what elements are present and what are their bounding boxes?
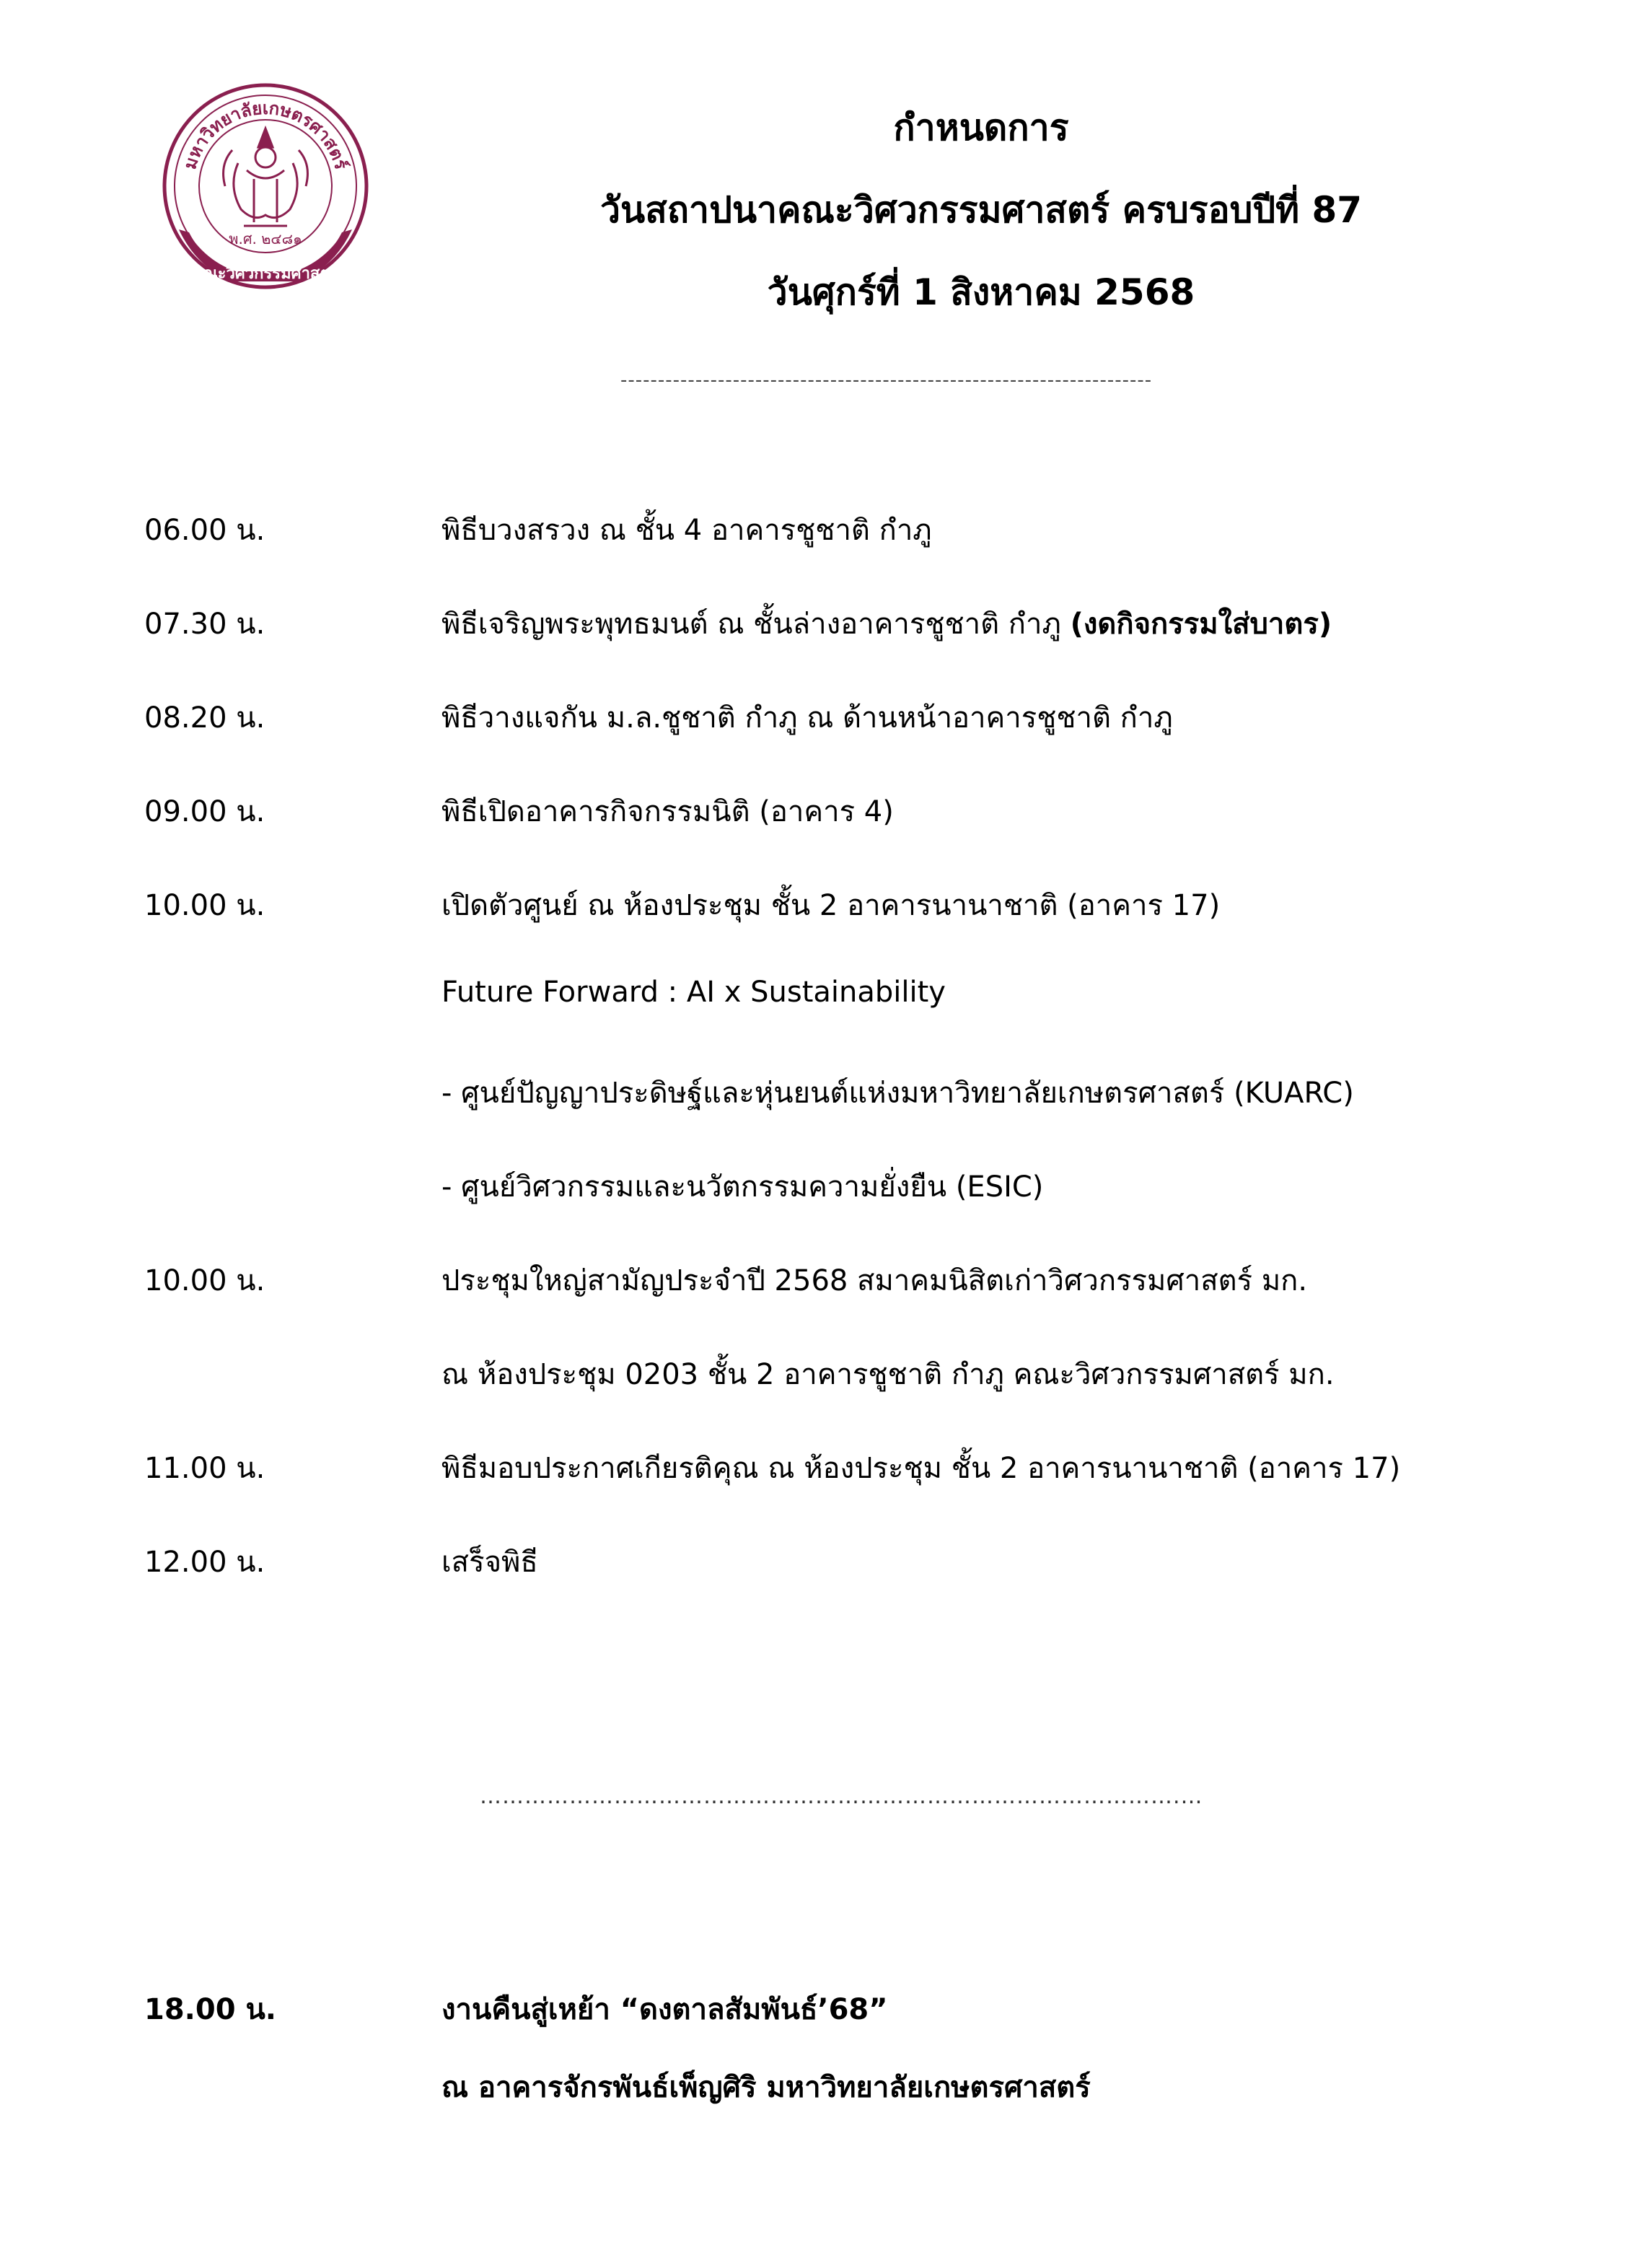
schedule-desc: พิธีเจริญพระพุทธมนต์ ณ ชั้นล่างอาคารชูชาติ กำภู xyxy=(441,608,1061,641)
launch-item: - ศูนย์ปัญญาประดิษฐ์และหุ่นยนต์แห่งมหาวิทยาลัยเกษตรศาสตร์ (KUARC) xyxy=(441,1077,1354,1110)
header-date: วันศุกร์ที่ 1 สิงหาคม 2568 xyxy=(767,271,1195,313)
schedule-time: 10.00 น. xyxy=(144,1264,265,1297)
schedule-time: 10.00 น. xyxy=(144,889,265,922)
dotted-divider: ………………………………………………………………………………….… xyxy=(480,1784,1203,1809)
launch-item: - ศูนย์วิศวกรรมและนวัตกรรมความยั่งยืน (ESIC) xyxy=(441,1170,1044,1204)
evening-time: 18.00 น. xyxy=(144,1993,276,2026)
schedule-desc: พิธีมอบประกาศเกียรติคุณ ณ ห้องประชุม ชั้น 2 อาคารนานาชาติ (อาคาร 17) xyxy=(441,1452,1401,1485)
schedule-time: 11.00 น. xyxy=(144,1452,265,1485)
seal-bottom-text: คณะวิศวกรรมศาสตร์ xyxy=(192,265,339,283)
schedule-desc: พิธีเปิดอาคารกิจกรรมนิติ (อาคาร 4) xyxy=(441,795,894,828)
evening-desc: งานคืนสู่เหย้า “ดงตาลสัมพันธ์’68” xyxy=(441,1993,888,2026)
header-event: วันสถาปนาคณะวิศวกรรมศาสตร์ ครบรอบปีที่ 87 xyxy=(599,189,1363,231)
schedule-time: 09.00 น. xyxy=(144,795,265,828)
faculty-seal-logo xyxy=(153,78,378,294)
seal-top-text: มหาวิทยาลัยเกษตรศาสตร์ xyxy=(180,97,351,172)
schedule-desc: ประชุมใหญ่สามัญประจำปี 2568 สมาคมนิสิตเก่าวิศวกรรมศาสตร์ มก. xyxy=(441,1264,1308,1297)
header-separator: ----------------------------------------------------------------------- xyxy=(620,369,1153,391)
seal-year-text: พ.ศ. ๒๔๘๑ xyxy=(229,230,302,248)
schedule-time: 07.30 น. xyxy=(144,608,265,641)
schedule-time: 06.00 น. xyxy=(144,514,265,547)
schedule-desc: พิธีบวงสรวง ณ ชั้น 4 อาคารชูชาติ กำภู xyxy=(441,514,932,547)
deity-emblem-icon xyxy=(224,128,308,226)
schedule-time: 08.20 น. xyxy=(144,701,265,735)
evening-location: ณ อาคารจักรพันธ์เพ็ญศิริ มหาวิทยาลัยเกษตรศาสตร์ xyxy=(441,2071,1091,2104)
meeting-location: ณ ห้องประชุม 0203 ชั้น 2 อาคารชูชาติ กำภู คณะวิศวกรรมศาสตร์ มก. xyxy=(441,1358,1335,1391)
launch-subtitle: Future Forward : AI x Sustainability xyxy=(441,976,946,1009)
schedule-note: (งดกิจกรรมใส่บาตร) xyxy=(1070,608,1332,641)
schedule-desc: พิธีวางแจกัน ม.ล.ชูชาติ กำภู ณ ด้านหน้าอาคารชูชาติ กำภู xyxy=(441,701,1173,735)
document-header xyxy=(404,87,1558,333)
schedule-desc: เปิดตัวศูนย์ ณ ห้องประชุม ชั้น 2 อาคารนานาชาติ (อาคาร 17) xyxy=(441,889,1221,922)
header-title: กำหนดการ xyxy=(893,107,1069,149)
schedule-desc: เสร็จพิธี xyxy=(441,1546,538,1579)
schedule-time: 12.00 น. xyxy=(144,1546,265,1579)
